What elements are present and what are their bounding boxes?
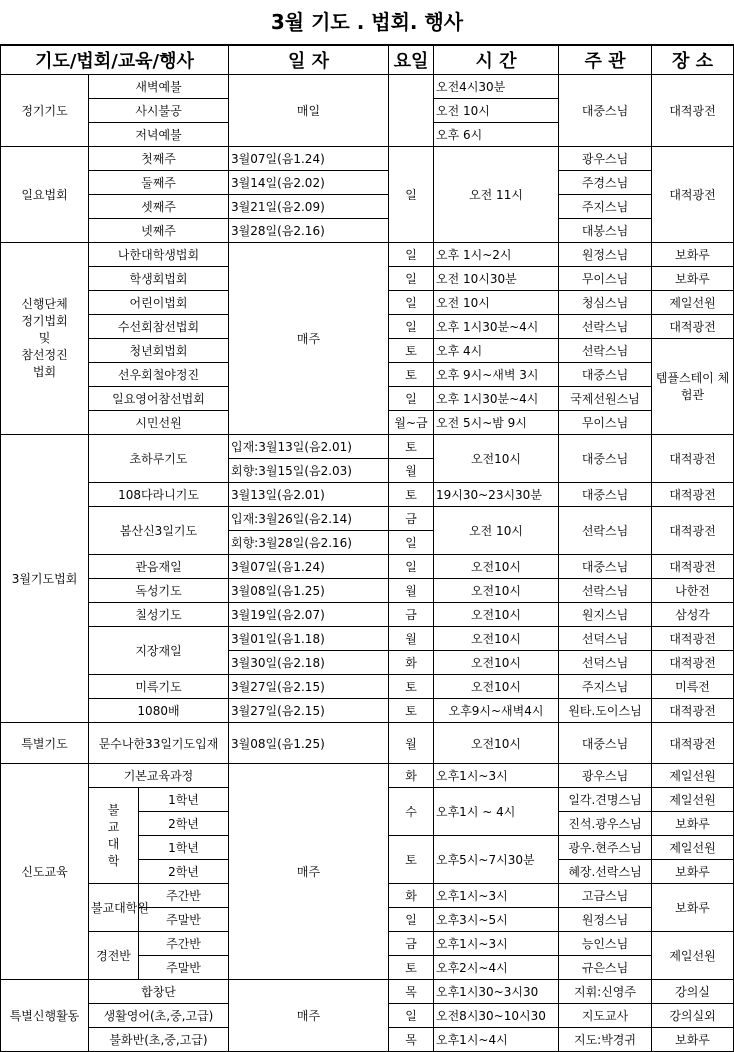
time-cell: 오후2시~4시	[434, 956, 559, 980]
table-row	[1, 435, 734, 459]
category-cell: 3월기도법회	[1, 435, 89, 723]
host-cell: 무이스님	[559, 267, 652, 291]
grade-label: 2학년	[139, 860, 229, 884]
time-cell: 오전10시	[434, 651, 559, 675]
category-line: 정기법회	[21, 314, 68, 328]
time-cell: 오전 10시	[434, 507, 559, 555]
header-time: 시 간	[434, 46, 559, 75]
class-label: 주말반	[139, 956, 229, 980]
date-cell: 3월14일(음2.02)	[229, 171, 389, 195]
day-cell	[389, 75, 434, 147]
day-cell: 일	[389, 1004, 434, 1028]
date-cell: 회향:3월28일(음2.16)	[229, 531, 389, 555]
place-cell: 보화루	[652, 267, 734, 291]
host-cell: 대중스님	[559, 75, 652, 147]
date-cell: 3월13일(음2.01)	[229, 483, 389, 507]
event-name: 초하루기도	[89, 435, 229, 483]
place-cell: 템플스테이 체험관	[652, 339, 734, 435]
host-cell: 대중스님	[559, 363, 652, 387]
category-cell: 정기기도	[1, 75, 89, 147]
date-cell: 3월19일(음2.07)	[229, 603, 389, 627]
day-cell: 금	[389, 507, 434, 531]
date-cell: 매일	[229, 75, 389, 147]
day-cell: 일	[389, 243, 434, 267]
place-cell: 제일선원	[652, 764, 734, 788]
host-cell: 원정스님	[559, 243, 652, 267]
event-name: 불화반(초,중,고급)	[89, 1028, 229, 1052]
host-cell: 선락스님	[559, 315, 652, 339]
header-row	[1, 46, 734, 75]
time-cell: 오후 9시~새벽 3시	[434, 363, 559, 387]
event-name: 일요영어참선법회	[89, 387, 229, 411]
host-cell: 주지스님	[559, 675, 652, 699]
place-cell: 대적광전	[652, 507, 734, 555]
host-cell: 능인스님	[559, 932, 652, 956]
univ-char: 학	[107, 853, 120, 868]
host-cell: 대봉스님	[559, 219, 652, 243]
time-cell: 오후1시~3시	[434, 884, 559, 908]
date-cell: 회향:3월15일(음2.03)	[229, 459, 389, 483]
time-cell: 오전10시	[434, 627, 559, 651]
schedule-table	[0, 45, 734, 1052]
event-name: 108다라니기도	[89, 483, 229, 507]
grade-label: 1학년	[139, 836, 229, 860]
host-cell: 대중스님	[559, 723, 652, 764]
day-cell: 월	[389, 459, 434, 483]
table-row	[1, 507, 734, 531]
table-row	[1, 555, 734, 579]
place-cell: 미륵전	[652, 675, 734, 699]
class-label: 주간반	[139, 932, 229, 956]
host-cell: 광우스님	[559, 147, 652, 171]
host-cell: 선덕스님	[559, 627, 652, 651]
date-cell: 3월28일(음2.16)	[229, 219, 389, 243]
host-cell: 광우.현주스님	[559, 836, 652, 860]
table-row	[1, 764, 734, 788]
event-name: 독성기도	[89, 579, 229, 603]
event-name: 1080배	[89, 699, 229, 723]
host-cell: 원타.도이스님	[559, 699, 652, 723]
host-cell: 선락스님	[559, 339, 652, 363]
category-line: 및	[38, 331, 51, 345]
host-cell: 대중스님	[559, 555, 652, 579]
category-line: 신행단체	[21, 297, 68, 311]
table-row	[1, 195, 734, 219]
date-cell: 3월07일(음1.24)	[229, 555, 389, 579]
host-cell: 대중스님	[559, 483, 652, 507]
time-cell: 오전10시	[434, 675, 559, 699]
day-cell: 수	[389, 788, 434, 836]
date-cell: 매주	[229, 980, 389, 1052]
event-name: 시민선원	[89, 411, 229, 435]
table-row	[1, 980, 734, 1004]
time-cell: 오전10시	[434, 723, 559, 764]
event-name: 나한대학생법회	[89, 243, 229, 267]
table-row	[1, 147, 734, 171]
place-cell: 제일선원	[652, 788, 734, 812]
place-cell: 삼성각	[652, 603, 734, 627]
day-cell: 일	[389, 291, 434, 315]
event-name: 미륵기도	[89, 675, 229, 699]
time-cell: 오전 5시~밤 9시	[434, 411, 559, 435]
day-cell: 목	[389, 1028, 434, 1052]
grade-label: 1학년	[139, 788, 229, 812]
event-name: 청년회법회	[89, 339, 229, 363]
day-cell: 월	[389, 723, 434, 764]
date-cell: 3월07일(음1.24)	[229, 147, 389, 171]
day-cell: 토	[389, 699, 434, 723]
time-cell: 오후9시~새벽4시	[434, 699, 559, 723]
time-cell: 오후1시~3시	[434, 932, 559, 956]
date-cell: 3월08일(음1.25)	[229, 579, 389, 603]
class-label: 주말반	[139, 908, 229, 932]
host-cell: 지도교사	[559, 1004, 652, 1028]
header-date: 일 자	[229, 46, 389, 75]
event-name: 관음재일	[89, 555, 229, 579]
event-name: 지장재일	[89, 627, 229, 675]
time-cell: 오후 6시	[434, 123, 559, 147]
host-cell: 지휘:신영주	[559, 980, 652, 1004]
day-cell: 일	[389, 531, 434, 555]
day-cell: 화	[389, 651, 434, 675]
date-cell: 입재:3월26일(음2.14)	[229, 507, 389, 531]
host-cell: 주지스님	[559, 195, 652, 219]
event-name: 새벽예불	[89, 75, 229, 99]
host-cell: 혜장.선락스님	[559, 860, 652, 884]
event-name: 봄산신3일기도	[89, 507, 229, 555]
category-cell	[1, 243, 89, 435]
host-cell: 선락스님	[559, 579, 652, 603]
host-cell: 원정스님	[559, 908, 652, 932]
time-cell: 오전10시	[434, 555, 559, 579]
date-cell: 매주	[229, 243, 389, 435]
place-cell: 대적광전	[652, 651, 734, 675]
class-label: 주간반	[139, 884, 229, 908]
time-cell: 오후3시~5시	[434, 908, 559, 932]
category-line: 참선정진	[21, 348, 68, 362]
time-cell: 오후1시~4시	[434, 1028, 559, 1052]
time-cell: 오전4시30분	[434, 75, 559, 99]
host-cell: 지도:박경귀	[559, 1028, 652, 1052]
host-cell: 광우스님	[559, 764, 652, 788]
host-cell: 무이스님	[559, 411, 652, 435]
place-cell: 대적광전	[652, 315, 734, 339]
table-row	[1, 699, 734, 723]
day-cell: 일	[389, 555, 434, 579]
date-cell: 3월21일(음2.09)	[229, 195, 389, 219]
host-cell: 일각.견명스님	[559, 788, 652, 812]
table-row	[1, 219, 734, 243]
day-cell: 토	[389, 339, 434, 363]
date-cell: 3월30일(음2.18)	[229, 651, 389, 675]
host-cell: 규은스님	[559, 956, 652, 980]
time-cell: 19시30~23시30분	[434, 483, 559, 507]
day-cell: 월~금	[389, 411, 434, 435]
time-cell: 오후 1시30분~4시	[434, 315, 559, 339]
day-cell: 토	[389, 675, 434, 699]
day-cell: 목	[389, 980, 434, 1004]
table-row	[1, 627, 734, 651]
table-row	[1, 675, 734, 699]
table-row	[1, 579, 734, 603]
host-cell: 원지스님	[559, 603, 652, 627]
category-cell: 신도교육	[1, 764, 89, 980]
place-cell: 강의실외	[652, 1004, 734, 1028]
table-row	[1, 723, 734, 764]
header-place: 장 소	[652, 46, 734, 75]
day-cell: 토	[389, 363, 434, 387]
time-cell: 오후1시30~3시30	[434, 980, 559, 1004]
time-cell: 오전 11시	[434, 147, 559, 243]
day-cell: 화	[389, 764, 434, 788]
day-cell: 토	[389, 836, 434, 884]
place-cell: 대적광전	[652, 483, 734, 507]
date-cell: 3월27일(음2.15)	[229, 675, 389, 699]
host-cell: 대중스님	[559, 435, 652, 483]
event-name: 사시불공	[89, 99, 229, 123]
day-cell: 일	[389, 908, 434, 932]
event-name: 넷째주	[89, 219, 229, 243]
day-cell: 일	[389, 315, 434, 339]
time-cell: 오후5시~7시30분	[434, 836, 559, 884]
day-cell: 금	[389, 603, 434, 627]
place-cell: 대적광전	[652, 723, 734, 764]
grade-label: 2학년	[139, 812, 229, 836]
place-cell: 대적광전	[652, 555, 734, 579]
place-cell: 제일선원	[652, 932, 734, 980]
time-cell: 오전 10시30분	[434, 267, 559, 291]
event-name: 칠성기도	[89, 603, 229, 627]
place-cell: 대적광전	[652, 147, 734, 243]
time-cell: 오전10시	[434, 579, 559, 603]
date-cell: 입재:3월13일(음2.01)	[229, 435, 389, 459]
page-title: 3월 기도 . 법회. 행사	[0, 0, 734, 45]
day-cell: 토	[389, 435, 434, 459]
table-row	[1, 75, 734, 99]
time-cell: 오후1시~3시	[434, 764, 559, 788]
date-cell: 3월08일(음1.25)	[229, 723, 389, 764]
place-cell: 보화루	[652, 243, 734, 267]
univ-char: 불	[107, 802, 120, 817]
day-cell: 일	[389, 147, 434, 243]
host-cell: 진석.광우스님	[559, 812, 652, 836]
time-cell: 오후 1시30분~4시	[434, 387, 559, 411]
day-cell: 일	[389, 387, 434, 411]
time-cell: 오후 1시~2시	[434, 243, 559, 267]
time-cell: 오후1시 ~ 4시	[434, 788, 559, 836]
day-cell: 월	[389, 627, 434, 651]
host-cell: 고금스님	[559, 884, 652, 908]
event-name: 문수나한33일기도입재	[89, 723, 229, 764]
event-name: 어린이법회	[89, 291, 229, 315]
host-cell: 국제선원스님	[559, 387, 652, 411]
day-cell: 금	[389, 932, 434, 956]
category-cell: 특별기도	[1, 723, 89, 764]
place-cell: 나한전	[652, 579, 734, 603]
place-cell: 강의실	[652, 980, 734, 1004]
date-cell: 3월27일(음2.15)	[229, 699, 389, 723]
univ-label	[89, 788, 139, 884]
event-name: 셋째주	[89, 195, 229, 219]
place-cell: 보화루	[652, 884, 734, 932]
event-name: 수선회참선법회	[89, 315, 229, 339]
table-row	[1, 483, 734, 507]
event-name: 기본교육과정	[89, 764, 229, 788]
place-cell: 제일선원	[652, 291, 734, 315]
event-name: 경전반	[89, 932, 139, 980]
header-host: 주 관	[559, 46, 652, 75]
table-row	[1, 603, 734, 627]
event-name: 학생회법회	[89, 267, 229, 291]
day-cell: 토	[389, 956, 434, 980]
header-category: 기도/법회/교육/행사	[1, 46, 229, 75]
event-name: 합창단	[89, 980, 229, 1004]
place-cell: 보화루	[652, 860, 734, 884]
place-cell: 대적광전	[652, 75, 734, 147]
category-line: 법회	[32, 365, 57, 379]
event-name: 선우회철야정진	[89, 363, 229, 387]
event-name: 둘째주	[89, 171, 229, 195]
time-cell: 오전8시30~10시30	[434, 1004, 559, 1028]
category-cell: 일요법회	[1, 147, 89, 243]
event-name: 저녁예불	[89, 123, 229, 147]
place-cell: 대적광전	[652, 627, 734, 651]
place-cell: 보화루	[652, 812, 734, 836]
place-cell: 보화루	[652, 1028, 734, 1052]
time-cell: 오후 4시	[434, 339, 559, 363]
event-name: 첫째주	[89, 147, 229, 171]
place-cell: 대적광전	[652, 699, 734, 723]
category-cell: 특별신행활동	[1, 980, 89, 1052]
day-cell: 월	[389, 579, 434, 603]
date-cell: 매주	[229, 764, 389, 980]
time-cell: 오전 10시	[434, 291, 559, 315]
time-cell: 오전10시	[434, 435, 559, 483]
place-cell: 대적광전	[652, 435, 734, 483]
event-name: 불교대학원	[89, 884, 139, 932]
table-row	[1, 243, 734, 267]
date-cell: 3월01일(음1.18)	[229, 627, 389, 651]
host-cell: 청심스님	[559, 291, 652, 315]
host-cell: 선락스님	[559, 507, 652, 555]
day-cell: 일	[389, 267, 434, 291]
host-cell: 주경스님	[559, 171, 652, 195]
day-cell: 토	[389, 483, 434, 507]
place-cell: 제일선원	[652, 836, 734, 860]
day-cell: 화	[389, 884, 434, 908]
time-cell: 오전 10시	[434, 99, 559, 123]
univ-char: 교	[107, 819, 120, 834]
time-cell: 오전10시	[434, 603, 559, 627]
univ-char: 대	[107, 836, 120, 851]
event-name: 생활영어(초,중,고급)	[89, 1004, 229, 1028]
header-day: 요일	[389, 46, 434, 75]
host-cell: 선덕스님	[559, 651, 652, 675]
table-row	[1, 171, 734, 195]
